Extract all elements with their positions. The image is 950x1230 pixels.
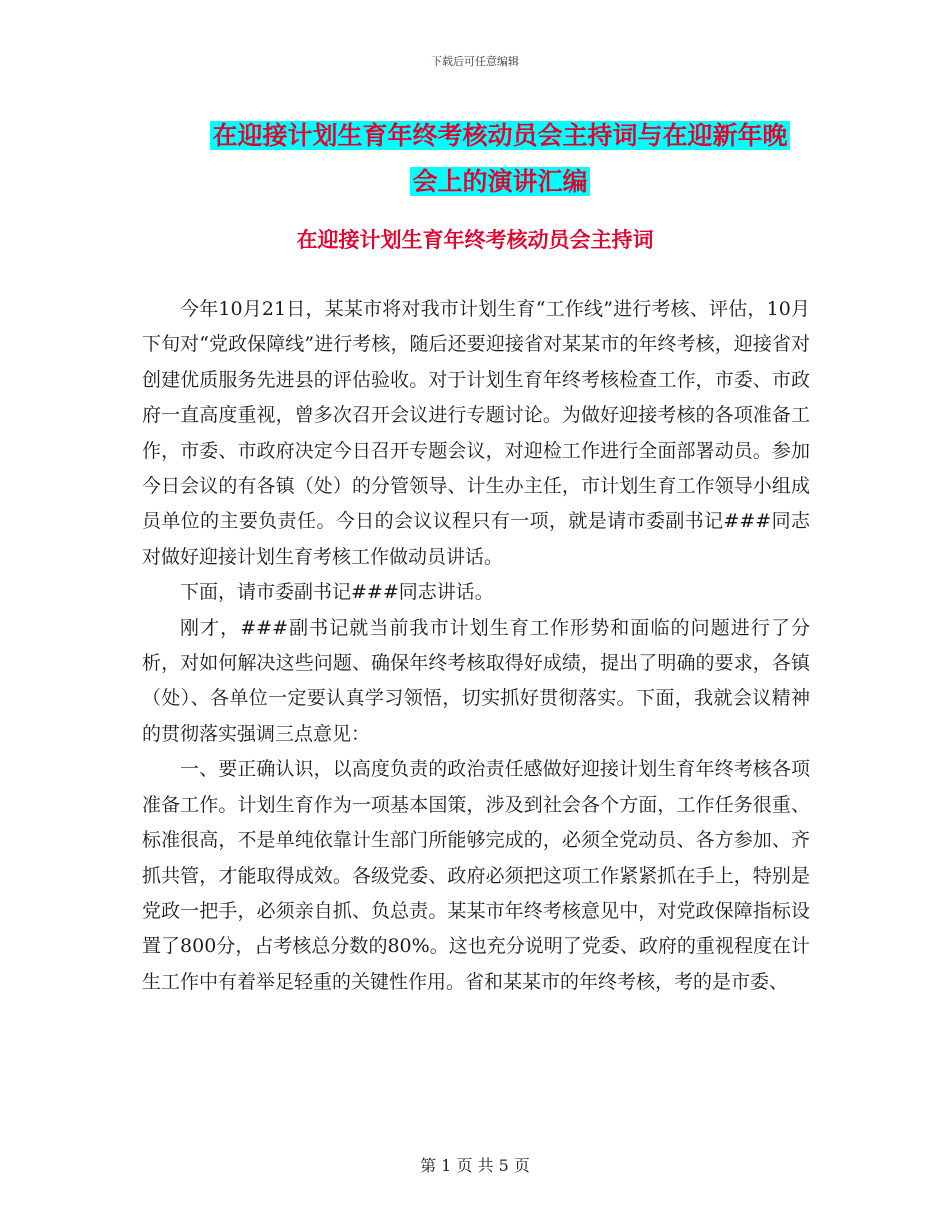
paragraph: 刚才，###副书记就当前我市计划生育工作形势和面临的问题进行了分析，对如何解决这些问题、确保年终考核取得好成绩，提出了明确的要求，各镇（处）、各单位一定要认真学习领悟，切实抓好贯彻落实。下面，我就会议精神的贯彻落实强调三点意见： [142,616,810,745]
document-title-line1: 在迎接计划生育年终考核动员会主持词与在迎新年晚 [212,121,788,150]
page-header-note: 下载后可任意编辑 [431,55,519,68]
document-body [142,292,810,1000]
page-number: 第 1 页 共 5 页 [420,1156,530,1175]
section-title: 在迎接计划生育年终考核动员会主持词 [296,228,654,252]
paragraph: 今年10月21日，某某市将对我市计划生育“工作线”进行考核、评估，10月下旬对“党政保障线”进行考核，随后还要迎接省对某某市的年终考核，迎接省对创建优质服务先进县的评估验收。对于计划生育年终考核检查工作，市委、市政府一直高度重视，曾多次召开会议进行专题讨论。为做好迎接考核的各项准备工作，市委、市政府决定今日召开专题会议，对迎检工作进行全面部署动员。参加今日会议的有各镇（处）的分管领导、计生办主任，市计划生育工作领导小组成员单位的主要负责任。今日的会议议程只有一项，就是请市委副书记###同志对做好迎接计划生育考核工作做动员讲话。 [142,298,810,568]
document-title [190,113,810,205]
document-title-line2: 会上的演讲汇编 [412,167,588,196]
paragraph: 下面，请市委副书记###同志讲话。 [180,581,494,604]
paragraph: 一、要正确认识，以高度负责的政治责任感做好迎接计划生育年终考核各项准备工作。计划生育作为一项基本国策，涉及到社会各个方面，工作任务很重、标准很高，不是单纯依靠计生部门所能够完成的，必须全党动员、各方参加、齐抓共管，才能取得成效。各级党委、政府必须把这项工作紧紧抓在手上，特别是党政一把手，必须亲自抓、负总责。某某市年终考核意见中，对党政保障指标设置了800分，占考核总分数的80%。这也充分说明了党委、政府的重视程度在计生工作中有着举足轻重的关键性作用。省和某某市的年终考核，考的是市委、 [142,758,810,993]
